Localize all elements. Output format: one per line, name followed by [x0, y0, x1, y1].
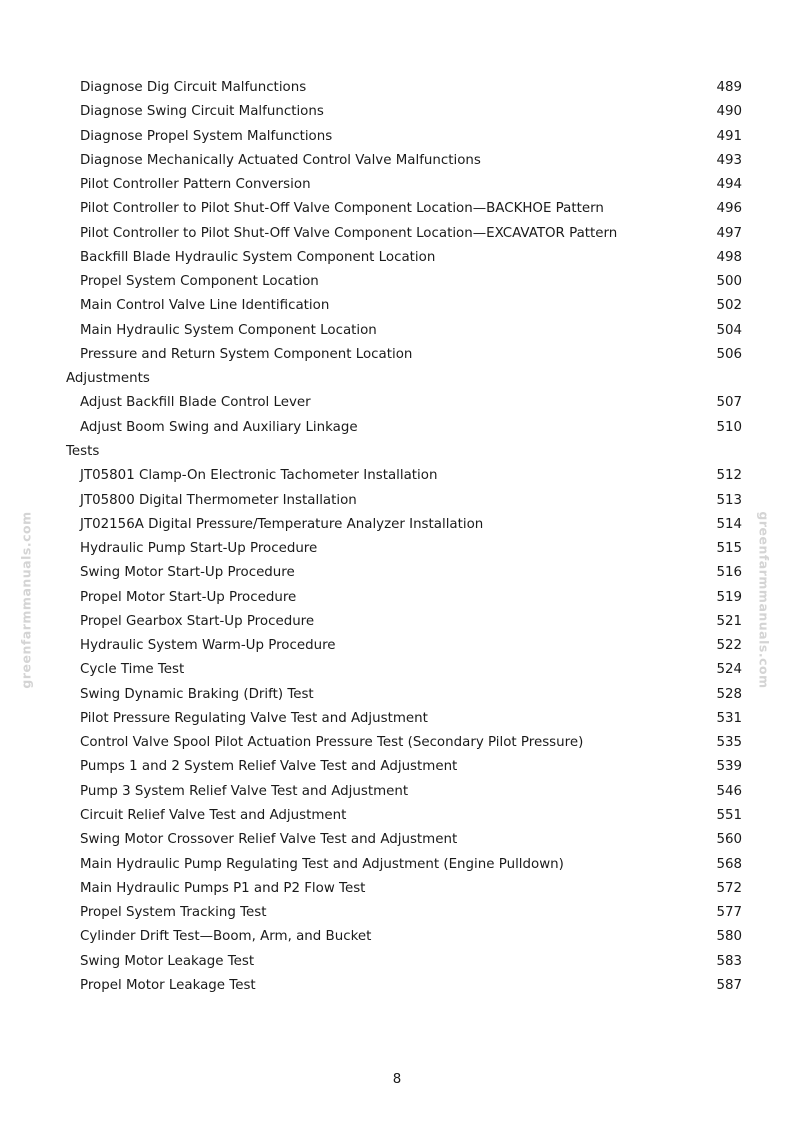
- watermark-left: greenfarmmanuals.com: [18, 511, 34, 689]
- entry-title: Propel Gearbox Start-Up Procedure: [80, 613, 315, 629]
- toc-entry: [0, 901, 794, 925]
- entry-title: Pilot Controller to Pilot Shut-Off Valve Component Location—BACKHOE Pattern: [80, 201, 604, 217]
- entry-page-number: 560: [716, 832, 742, 848]
- toc-entry: [0, 270, 794, 294]
- toc-entry: [0, 804, 794, 828]
- entry-title: Diagnose Propel System Malfunctions: [80, 128, 333, 144]
- toc-entry: [0, 974, 794, 998]
- entry-page-number: 507: [716, 395, 742, 411]
- entry-page-number: 498: [716, 249, 742, 265]
- entry-title: Propel System Tracking Test: [80, 905, 267, 921]
- entry-page-number: 551: [716, 807, 742, 823]
- toc-entry: [0, 246, 794, 270]
- toc-entry: [0, 464, 794, 488]
- entry-title: Propel Motor Start-Up Procedure: [80, 589, 297, 605]
- toc-entry: [0, 755, 794, 779]
- toc-entry: [0, 561, 794, 585]
- entry-page-number: 524: [716, 662, 742, 678]
- toc-entry: [0, 586, 794, 610]
- entry-page-number: 514: [716, 516, 742, 532]
- entry-title: Hydraulic System Warm-Up Procedure: [80, 638, 336, 654]
- entry-title: Circuit Relief Valve Test and Adjustment: [80, 807, 347, 823]
- entry-title: Propel System Component Location: [80, 274, 319, 290]
- toc-entry: [0, 610, 794, 634]
- entry-page-number: 535: [716, 735, 742, 751]
- entry-title: Swing Dynamic Braking (Drift) Test: [80, 686, 314, 702]
- entry-title: Adjust Backfill Blade Control Lever: [80, 395, 311, 411]
- entry-page-number: 506: [716, 346, 742, 362]
- toc-entry: [0, 828, 794, 852]
- toc-entry: [0, 658, 794, 682]
- entry-title: Diagnose Dig Circuit Malfunctions: [80, 80, 307, 95]
- entry-page-number: 489: [716, 80, 742, 95]
- entry-page-number: 493: [716, 152, 742, 168]
- entry-title: Propel Motor Leakage Test: [80, 977, 256, 993]
- entry-title: Pilot Controller Pattern Conversion: [80, 177, 311, 193]
- entry-title: Diagnose Swing Circuit Malfunctions: [80, 104, 324, 120]
- section-title: Tests: [66, 443, 100, 459]
- entry-title: Control Valve Spool Pilot Actuation Pressure Test (Secondary Pilot Pressure): [80, 735, 584, 751]
- entry-page-number: 546: [716, 783, 742, 799]
- toc-entry: [0, 513, 794, 537]
- entry-page-number: 531: [716, 710, 742, 726]
- entry-title: Main Hydraulic Pumps P1 and P2 Flow Test: [80, 880, 366, 896]
- entry-title: Pump 3 System Relief Valve Test and Adjustment: [80, 783, 409, 799]
- table-of-contents: [0, 76, 794, 998]
- entry-page-number: 522: [716, 638, 742, 654]
- entry-page-number: 587: [716, 977, 742, 993]
- toc-entry: [0, 391, 794, 415]
- toc-entry: [0, 853, 794, 877]
- entry-title: Pumps 1 and 2 System Relief Valve Test and Adjustment: [80, 759, 458, 775]
- entry-page-number: 496: [716, 201, 742, 217]
- entry-page-number: 494: [716, 177, 742, 193]
- entry-page-number: 500: [716, 274, 742, 290]
- entry-page-number: 491: [716, 128, 742, 144]
- toc-entry: [0, 877, 794, 901]
- toc-entry: [0, 489, 794, 513]
- entry-page-number: 510: [716, 419, 742, 435]
- entry-page-number: 490: [716, 104, 742, 120]
- toc-entry: [0, 294, 794, 318]
- toc-entry: [0, 731, 794, 755]
- entry-page-number: 516: [716, 565, 742, 581]
- toc-entry: [0, 537, 794, 561]
- section-title: Adjustments: [66, 371, 150, 387]
- toc-section-heading: [0, 440, 794, 464]
- entry-page-number: 502: [716, 298, 742, 314]
- toc-entry: [0, 173, 794, 197]
- entry-page-number: 539: [716, 759, 742, 775]
- toc-entry: [0, 125, 794, 149]
- toc-entry: [0, 707, 794, 731]
- entry-title: Backfill Blade Hydraulic System Component Location: [80, 249, 436, 265]
- entry-page-number: 577: [716, 905, 742, 921]
- entry-page-number: 504: [716, 322, 742, 338]
- entry-title: Main Hydraulic System Component Location: [80, 322, 377, 338]
- entry-title: JT05801 Clamp-On Electronic Tachometer Installation: [80, 468, 438, 484]
- entry-page-number: 528: [716, 686, 742, 702]
- entry-page-number: 521: [716, 613, 742, 629]
- toc-entry: [0, 222, 794, 246]
- entry-page-number: 515: [716, 541, 742, 557]
- entry-page-number: 512: [716, 468, 742, 484]
- toc-section-heading: [0, 367, 794, 391]
- toc-entry: [0, 149, 794, 173]
- entry-page-number: 580: [716, 929, 742, 945]
- entry-page-number: 572: [716, 880, 742, 896]
- toc-entry: [0, 76, 794, 100]
- entry-page-number: 519: [716, 589, 742, 605]
- entry-title: Pilot Pressure Regulating Valve Test and Adjustment: [80, 710, 428, 726]
- entry-page-number: 568: [716, 856, 742, 872]
- entry-title: JT02156A Digital Pressure/Temperature Analyzer Installation: [80, 516, 484, 532]
- entry-title: Hydraulic Pump Start-Up Procedure: [80, 541, 318, 557]
- entry-page-number: 513: [716, 492, 742, 508]
- entry-page-number: 497: [716, 225, 742, 241]
- entry-title: Adjust Boom Swing and Auxiliary Linkage: [80, 419, 358, 435]
- toc-entry: [0, 319, 794, 343]
- watermark-right: greenfarmmanuals.com: [756, 511, 772, 689]
- entry-title: Cylinder Drift Test—Boom, Arm, and Bucket: [80, 929, 372, 945]
- entry-title: Main Control Valve Line Identification: [80, 298, 330, 314]
- entry-title: Diagnose Mechanically Actuated Control Valve Malfunctions: [80, 152, 481, 168]
- toc-entry: [0, 197, 794, 221]
- entry-title: JT05800 Digital Thermometer Installation: [80, 492, 357, 508]
- toc-entry: [0, 634, 794, 658]
- entry-title: Swing Motor Start-Up Procedure: [80, 565, 295, 581]
- entry-page-number: 583: [716, 953, 742, 969]
- entry-title: Pilot Controller to Pilot Shut-Off Valve Component Location—EXCAVATOR Pattern: [80, 225, 618, 241]
- entry-title: Cycle Time Test: [80, 662, 185, 678]
- toc-entry: [0, 683, 794, 707]
- entry-title: Swing Motor Leakage Test: [80, 953, 255, 969]
- entry-title: Swing Motor Crossover Relief Valve Test and Adjustment: [80, 832, 458, 848]
- toc-entry: [0, 950, 794, 974]
- toc-entry: [0, 343, 794, 367]
- page-number: 8: [392, 1072, 402, 1087]
- entry-title: Pressure and Return System Component Location: [80, 346, 413, 362]
- toc-entry: [0, 925, 794, 949]
- toc-entry: [0, 100, 794, 124]
- toc-entry: [0, 416, 794, 440]
- toc-entry: [0, 780, 794, 804]
- entry-title: Main Hydraulic Pump Regulating Test and Adjustment (Engine Pulldown): [80, 856, 564, 872]
